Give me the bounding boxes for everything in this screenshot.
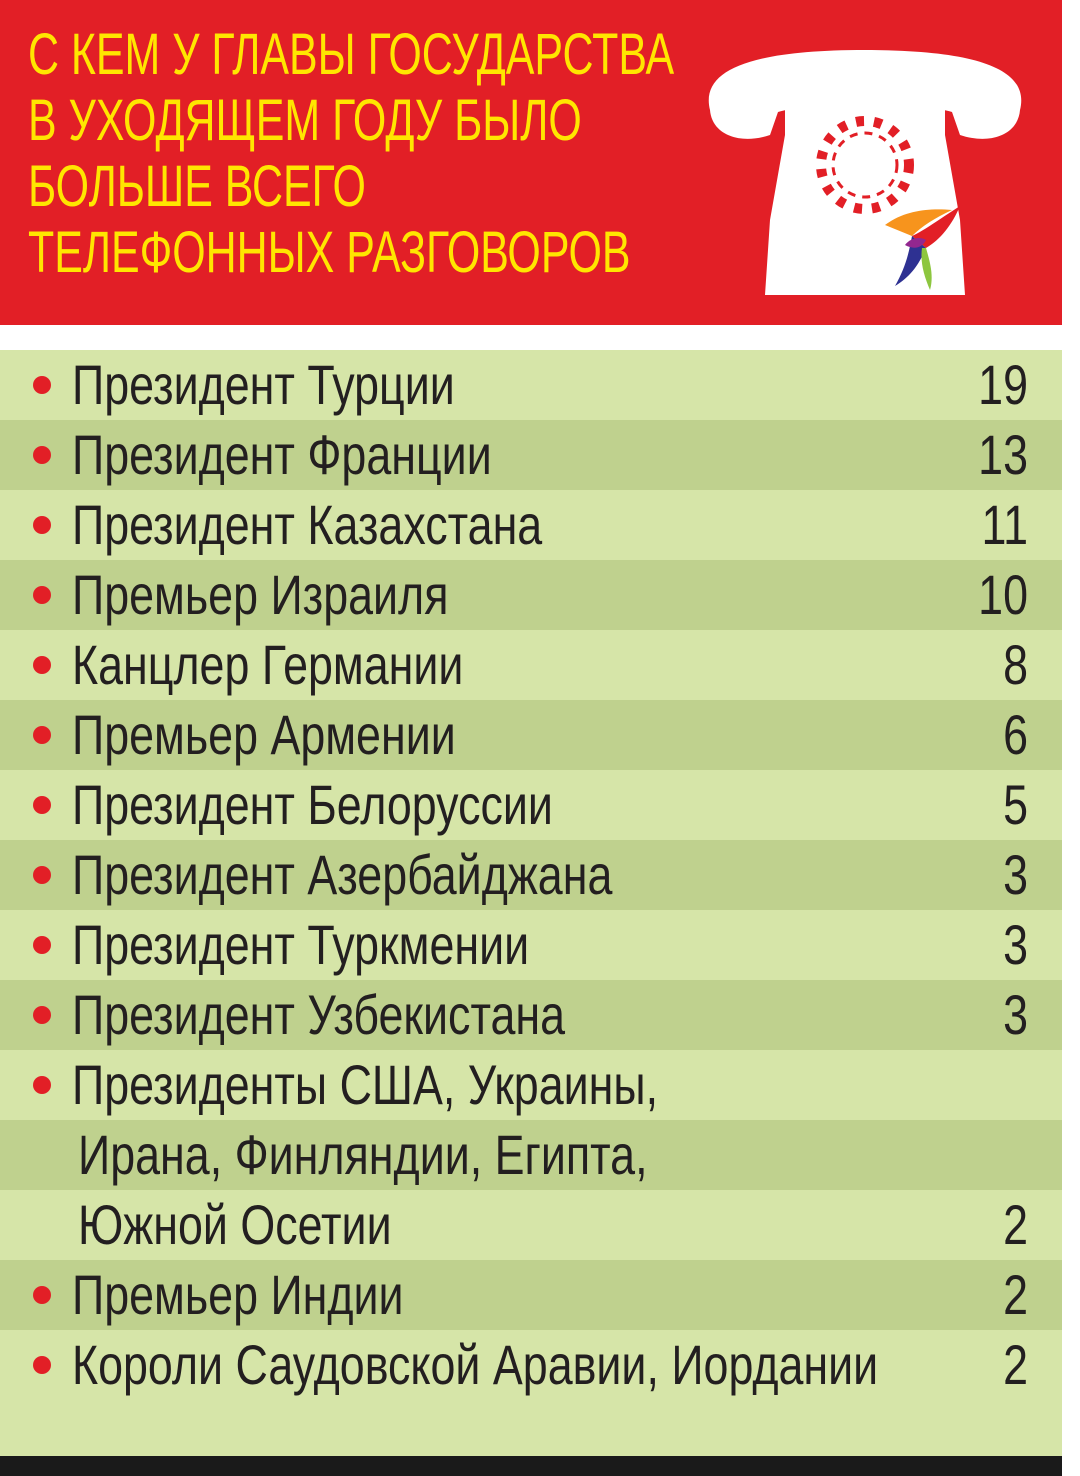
- row-value: 5: [1003, 773, 1028, 836]
- table-row: [0, 350, 1062, 420]
- telephone-icon: [690, 40, 1040, 300]
- row-label: Президент Франции: [72, 423, 492, 486]
- bullet-icon: [33, 516, 51, 534]
- row-value: 19: [978, 353, 1028, 416]
- table-row-continuation: [0, 1120, 1062, 1190]
- row-label: Президент Узбекистана: [72, 983, 566, 1046]
- bullet-icon: [33, 1356, 51, 1374]
- header-banner: [0, 0, 1062, 325]
- table-row: [0, 1260, 1062, 1330]
- table-row: [0, 770, 1062, 840]
- bullet-icon: [33, 586, 51, 604]
- table-row: [0, 840, 1062, 910]
- row-label: Президенты США, Украины,: [72, 1053, 659, 1116]
- bullet-icon: [33, 726, 51, 744]
- row-value: 11: [981, 493, 1028, 556]
- row-value: 3: [1003, 983, 1028, 1046]
- bullet-icon: [33, 1076, 51, 1094]
- table-row: [0, 490, 1062, 560]
- row-value: 6: [1003, 703, 1028, 766]
- row-label: Премьер Армении: [72, 703, 456, 766]
- bullet-icon: [33, 866, 51, 884]
- ranking-table: [0, 325, 1062, 1456]
- row-label: Президент Белоруссии: [72, 773, 553, 836]
- bullet-icon: [33, 376, 51, 394]
- row-value: 2: [1003, 1193, 1028, 1256]
- bottom-divider: [0, 1456, 1062, 1476]
- table-row: [0, 560, 1062, 630]
- row-label: Короли Саудовской Аравии, Иордании: [72, 1333, 879, 1396]
- title-line: ТЕЛЕФОННЫХ РАЗГОВОРОВ: [28, 220, 631, 285]
- row-label: Президент Турции: [72, 353, 455, 416]
- table-row: [0, 980, 1062, 1050]
- row-value: 3: [1003, 913, 1028, 976]
- page-margin: [1062, 0, 1080, 1476]
- bullet-icon: [33, 656, 51, 674]
- table-row: [0, 1330, 1062, 1456]
- title-line: С КЕМ У ГЛАВЫ ГОСУДАРСТВА: [28, 22, 675, 87]
- row-value: 13: [978, 423, 1028, 486]
- bullet-icon: [33, 1006, 51, 1024]
- row-label: Южной Осетии: [78, 1193, 392, 1256]
- table-row: [0, 630, 1062, 700]
- row-value: 8: [1003, 633, 1028, 696]
- title-line: БОЛЬШЕ ВСЕГО: [28, 154, 366, 219]
- table-row: [0, 700, 1062, 770]
- row-label: Канцлер Германии: [72, 633, 464, 696]
- row-label: Президент Азербайджана: [72, 843, 613, 906]
- row-label: Премьер Индии: [72, 1263, 404, 1326]
- bullet-icon: [33, 446, 51, 464]
- row-value: 2: [1003, 1333, 1028, 1396]
- bullet-icon: [33, 1286, 51, 1304]
- row-label: Ирана, Финляндии, Египта,: [78, 1123, 648, 1186]
- row-label: Премьер Израиля: [72, 563, 449, 626]
- bullet-icon: [33, 936, 51, 954]
- row-label: Президент Казахстана: [72, 493, 543, 556]
- title-line: В УХОДЯЩЕМ ГОДУ БЫЛО: [28, 88, 582, 153]
- table-row: [0, 1050, 1062, 1120]
- row-value: 2: [1003, 1263, 1028, 1326]
- bullet-icon: [33, 796, 51, 814]
- row-label: Президент Туркмении: [72, 913, 530, 976]
- table-row: [0, 420, 1062, 490]
- row-value: 3: [1003, 843, 1028, 906]
- table-row-continuation: [0, 1190, 1062, 1260]
- row-value: 10: [978, 563, 1028, 626]
- chart-title: [28, 22, 675, 286]
- table-row: [0, 910, 1062, 980]
